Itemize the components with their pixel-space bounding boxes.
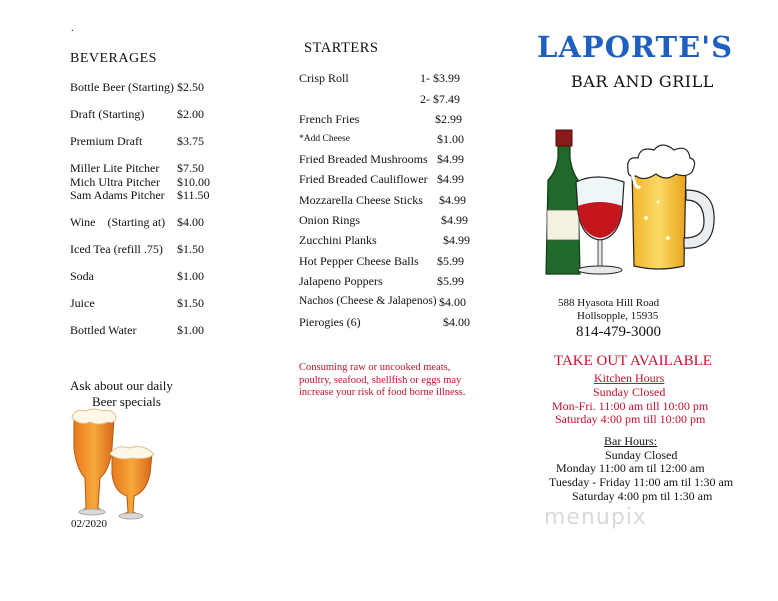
menu-item-price: 1- $3.99 bbox=[420, 71, 460, 85]
address-line-2: Hollsopple, 15935 bbox=[577, 310, 659, 322]
menu-item-name: Iced Tea (refill .75) bbox=[70, 242, 163, 256]
menu-item-name: Mozzarella Cheese Sticks bbox=[299, 193, 423, 207]
menu-item-price: $5.99 bbox=[437, 254, 464, 268]
menu-item-price: $4.00 bbox=[439, 295, 466, 309]
starters-title: STARTERS bbox=[304, 40, 379, 56]
menu-item-name: Fried Breaded Mushrooms bbox=[299, 152, 428, 166]
takeout-banner: TAKE OUT AVAILABLE bbox=[554, 353, 712, 369]
menu-item-price: $1.50 bbox=[177, 296, 204, 310]
menu-item-price: $2.50 bbox=[177, 80, 204, 94]
menu-date: 02/2020 bbox=[71, 518, 108, 530]
menu-item-name: Bottled Water bbox=[70, 323, 137, 337]
food-warning-line-2: poultry, seafood, shellfish or eggs may bbox=[299, 375, 462, 386]
menu-item-price: $4.00 bbox=[443, 315, 470, 329]
menu-item-price: $2.99 bbox=[435, 112, 462, 126]
menu-item-name: Draft (Starting) bbox=[70, 107, 145, 121]
menu-item-name: Miller Lite Pitcher bbox=[70, 161, 160, 175]
menu-item-name: Crisp Roll bbox=[299, 71, 349, 85]
drinks-illustration-icon bbox=[540, 128, 720, 284]
menu-item-price: $4.99 bbox=[439, 193, 466, 207]
menu-item-name: Fried Breaded Cauliflower bbox=[299, 172, 428, 186]
bar-hours-line: Saturday 4:00 pm til 1:30 am bbox=[572, 489, 713, 503]
menu-item-name: Jalapeno Poppers bbox=[299, 274, 383, 288]
menu-item-name: Onion Rings bbox=[299, 213, 361, 227]
menu-item-price: $4.99 bbox=[437, 152, 464, 166]
menu-item-price: $2.00 bbox=[177, 107, 204, 121]
menu-item-name: *Add Cheese bbox=[299, 134, 350, 144]
specials-line-2: Beer specials bbox=[92, 394, 161, 409]
menu-item-name: French Fries bbox=[299, 112, 360, 126]
kitchen-hours-line: Saturday 4:00 pm till 10:00 pm bbox=[555, 412, 706, 426]
menu-item-name: Zucchini Planks bbox=[299, 233, 377, 247]
restaurant-logo-title: LAPORTE'S bbox=[537, 30, 734, 64]
menu-item-name: Premium Draft bbox=[70, 134, 143, 148]
kitchen-hours-line: Mon-Fri. 11:00 am till 10:00 pm bbox=[552, 399, 709, 413]
address-line-1: 588 Hyasota Hill Road bbox=[558, 297, 660, 309]
menu-item-name: Soda bbox=[70, 269, 94, 283]
menu-item-price: 2- $7.49 bbox=[420, 92, 460, 106]
menu-item-price: $4.00 bbox=[177, 215, 204, 229]
food-warning-line-1: Consuming raw or uncooked meats, bbox=[299, 362, 451, 373]
menu-item-name: Mich Ultra Pitcher bbox=[70, 175, 160, 189]
beer-glasses-icon bbox=[68, 408, 158, 524]
menu-item-name: Wine (Starting at) bbox=[70, 215, 166, 229]
menu-item-price: $10.00 bbox=[177, 175, 210, 189]
bar-hours-title: Bar Hours: bbox=[604, 434, 657, 448]
menu-item-price: $1.00 bbox=[177, 323, 204, 337]
kitchen-hours-title: Kitchen Hours bbox=[594, 371, 665, 385]
menu-item-price: $4.99 bbox=[437, 172, 464, 186]
phone-number: 814-479-3000 bbox=[576, 324, 661, 340]
menu-item-name: Sam Adams Pitcher bbox=[70, 188, 165, 202]
menu-item-price: $1.00 bbox=[177, 269, 204, 283]
menu-item-name: Nachos (Cheese & Jalapenos) bbox=[299, 295, 437, 307]
corner-mark: . bbox=[71, 22, 74, 34]
menu-item-name: Bottle Beer (Starting) bbox=[70, 80, 174, 94]
watermark-logo: menupix bbox=[544, 505, 647, 530]
restaurant-logo-subtitle: BAR AND GRILL bbox=[571, 72, 714, 91]
menu-item-price: $1.00 bbox=[437, 132, 464, 146]
kitchen-hours-line: Sunday Closed bbox=[593, 385, 666, 399]
menu-item-price: $4.99 bbox=[443, 233, 470, 247]
menu-item-price: $7.50 bbox=[177, 161, 204, 175]
food-warning-line-3: increase your risk of food borne illness. bbox=[299, 387, 466, 398]
menu-item-name: Juice bbox=[70, 296, 95, 310]
menu-item-price: $1.50 bbox=[177, 242, 204, 256]
bar-hours-line: Tuesday - Friday 11:00 am til 1:30 am bbox=[549, 475, 734, 489]
menu-item-price: $4.99 bbox=[441, 213, 468, 227]
specials-line-1: Ask about our daily bbox=[70, 378, 173, 393]
bar-hours-line: Sunday Closed bbox=[605, 448, 678, 462]
menu-item-name: Pierogies (6) bbox=[299, 315, 361, 329]
bar-hours-line: Monday 11:00 am til 12:00 am bbox=[556, 461, 705, 475]
menu-item-price: $3.75 bbox=[177, 134, 204, 148]
menu-item-price: $11.50 bbox=[177, 188, 210, 202]
menu-item-price: $5.99 bbox=[437, 274, 464, 288]
beverages-title: BEVERAGES bbox=[70, 51, 157, 66]
menu-item-name: Hot Pepper Cheese Balls bbox=[299, 254, 419, 268]
